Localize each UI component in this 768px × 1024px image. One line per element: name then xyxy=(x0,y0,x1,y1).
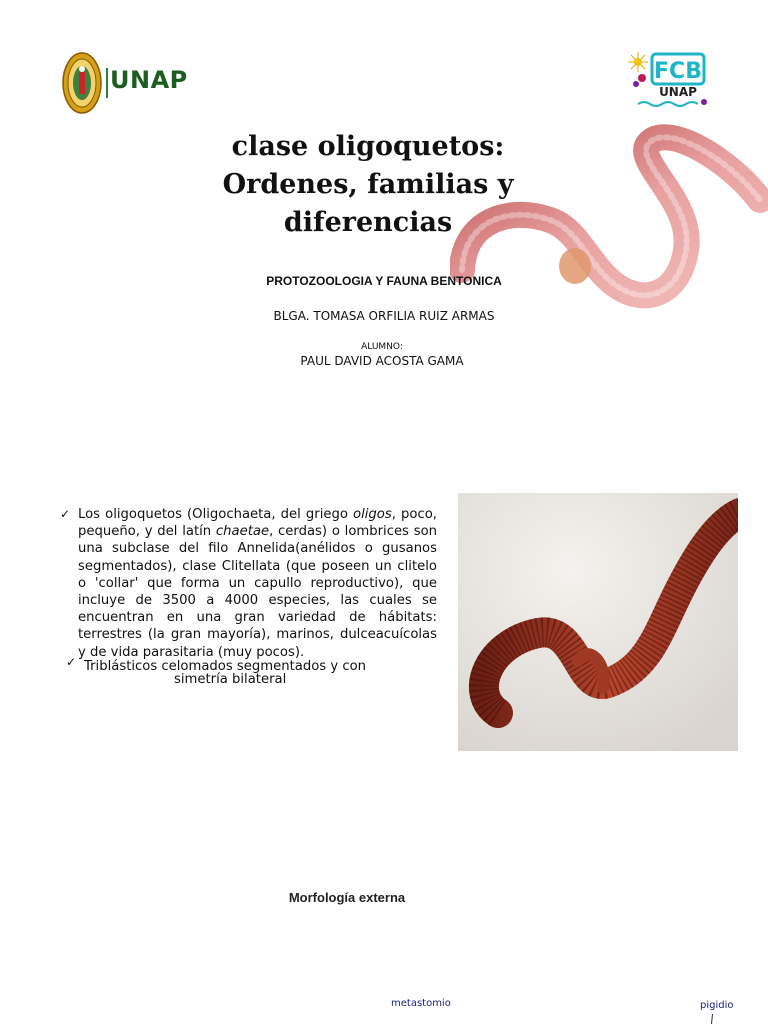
definition-text-b: , poco, pequeño, y del latín xyxy=(78,507,437,540)
earthworm-photo xyxy=(458,493,738,751)
diagram-label-pigidio: pigidio xyxy=(700,1000,734,1011)
earthworm-photo-image xyxy=(458,493,738,751)
earthworm-illustration xyxy=(450,120,768,320)
bullet-item-triblastic xyxy=(60,654,437,688)
fcb-emblem-icon xyxy=(628,50,712,112)
checkmark-icon: ✓ xyxy=(66,654,77,669)
student-label: ALUMNO: xyxy=(361,342,403,352)
fcb-logo xyxy=(628,50,712,112)
title-line-1: clase oligoquetos: xyxy=(231,131,505,162)
pigidio-pointer-line xyxy=(711,1014,713,1024)
university-seal-icon xyxy=(62,52,102,114)
title-line-3: diferencias xyxy=(283,207,453,238)
diagram-label-metastomio: metastomio xyxy=(391,998,451,1009)
term-oligos: oligos xyxy=(353,507,392,522)
section-heading: Morfología externa xyxy=(288,890,406,905)
triblastic-line-1: Triblásticos celomados segmentados y con xyxy=(84,658,367,674)
logo-divider xyxy=(106,68,108,98)
term-chaetae: chaetae xyxy=(215,524,270,540)
bullet-list xyxy=(60,506,437,688)
unap-logo-text: UNAP xyxy=(110,66,188,94)
unap-logo xyxy=(60,52,190,116)
fcb-logo-unap-text: UNAP xyxy=(659,85,697,99)
student-name: PAUL DAVID ACOSTA GAMA xyxy=(300,354,464,368)
title-line-2: Ordenes, familias y xyxy=(222,169,514,200)
checkmark-icon: ✓ xyxy=(60,507,71,521)
course-name: PROTOZOOLOGIA Y FAUNA BENTONICA xyxy=(266,274,502,288)
triblastic-line-2: simetría bilateral xyxy=(174,672,287,688)
bullet-item-definition xyxy=(60,506,437,661)
teacher-name: BLGA. TOMASA ORFILIA RUIZ ARMAS xyxy=(273,309,495,323)
definition-text-c: , cerdas) o lombrices son una subclase del filo Annelida(anélidos o gusanos segmentados), clase Clitellata (que poseen un clitelo o 'collar' que forma un capullo reproductivo), que incluye de 3500 a 4000 especies, las cuales se encuentran en una gran variedad de hábitats: terrestres (la gran mayoría), marinos, dulceacuícolas y de vida parasitaria (muy pocos). xyxy=(78,524,437,660)
fcb-logo-text: FCB xyxy=(654,59,702,84)
definition-text-a: Los oligoquetos (Oligochaeta, del griego xyxy=(78,507,354,522)
